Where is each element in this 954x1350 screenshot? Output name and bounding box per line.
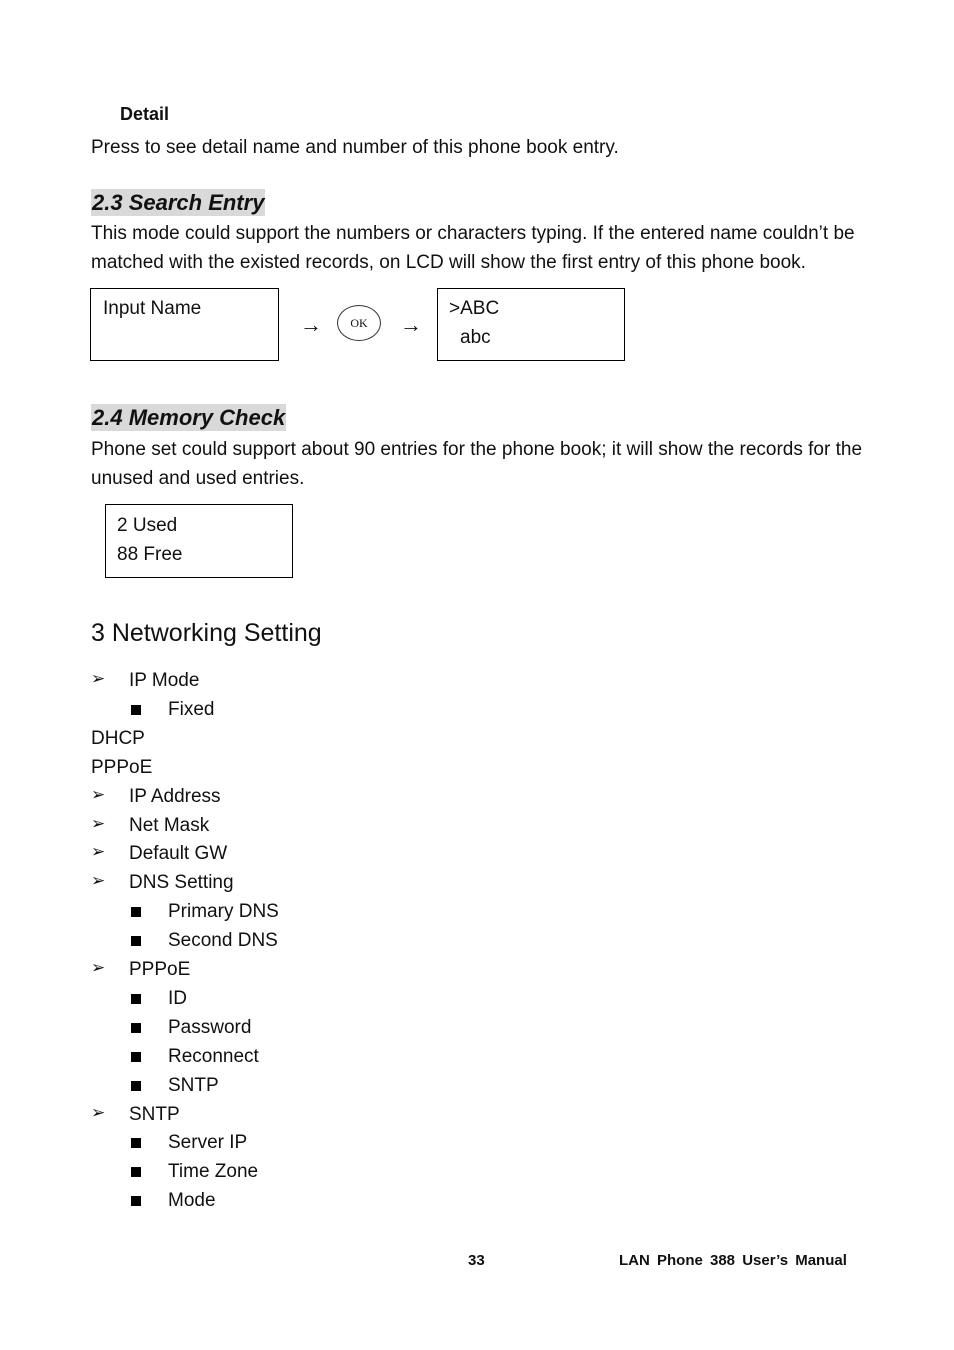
memory-check-heading: 2.4 Memory Check: [92, 405, 286, 430]
list-item-text: IP Address: [129, 786, 221, 807]
list-item-text: SNTP: [129, 1104, 180, 1125]
list-item-text: Server IP: [168, 1132, 248, 1153]
arrow-bullet-icon: ➢: [91, 871, 106, 890]
list-item-text: DHCP: [91, 728, 145, 749]
square-bullet-icon: [131, 994, 141, 1004]
arrow-bullet-icon: ➢: [91, 669, 106, 688]
list-item-text: SNTP: [168, 1075, 219, 1096]
search-entry-heading: 2.3 Search Entry: [92, 190, 265, 215]
square-bullet-icon: [131, 936, 141, 946]
lcd-input-name-text: Input Name: [103, 298, 202, 319]
list-item-text: Mode: [168, 1190, 216, 1211]
square-bullet-icon: [131, 1052, 141, 1062]
list-item-text: Primary DNS: [168, 901, 279, 922]
lcd-free-count: 88 Free: [117, 544, 183, 565]
lcd-result-line-2: abc: [460, 327, 491, 348]
right-arrow-icon: →: [400, 312, 422, 337]
memory-check-paragraph-line-1: Phone set could support about 90 entries for the phone book; it will show the records for the: [91, 439, 863, 460]
lcd-search-result: [437, 288, 625, 361]
networking-setting-heading: 3 Networking Setting: [91, 619, 322, 647]
memory-check-paragraph-line-2: unused and used entries.: [91, 468, 305, 489]
square-bullet-icon: [131, 1138, 141, 1148]
list-item-text: PPPoE: [129, 959, 191, 980]
arrow-bullet-icon: ➢: [91, 814, 106, 833]
arrow-bullet-icon: ➢: [91, 842, 106, 861]
arrow-bullet-icon: ➢: [91, 785, 106, 804]
lcd-input-name: [90, 288, 279, 361]
list-item-text: IP Mode: [129, 670, 200, 691]
page-number: 33: [468, 1252, 485, 1269]
list-item-text: Second DNS: [168, 930, 278, 951]
detail-title: Detail: [120, 104, 170, 124]
search-entry-paragraph-line-2: matched with the existed records, on LCD will show the first entry of this phone book.: [91, 252, 806, 273]
search-entry-paragraph-line-1: This mode could support the numbers or characters typing. If the entered name couldn’t be: [91, 223, 855, 244]
list-item-text: Password: [168, 1017, 252, 1038]
list-item-text: DNS Setting: [129, 872, 234, 893]
square-bullet-icon: [131, 1081, 141, 1091]
square-bullet-icon: [131, 1167, 141, 1177]
list-item-text: Net Mask: [129, 815, 210, 836]
manual-title: LAN Phone 388 User’s Manual: [619, 1252, 847, 1269]
right-arrow-icon: →: [300, 312, 322, 337]
square-bullet-icon: [131, 705, 141, 715]
ok-key-label: OK: [350, 315, 368, 330]
lcd-memory-status: [105, 504, 293, 578]
list-item-text: PPPoE: [91, 757, 153, 778]
list-item-text: Reconnect: [168, 1046, 259, 1067]
list-item-text: Fixed: [168, 699, 215, 720]
lcd-result-line-1: >ABC: [449, 298, 500, 319]
list-item-text: Default GW: [129, 843, 228, 864]
square-bullet-icon: [131, 907, 141, 917]
detail-description: Press to see detail name and number of this phone book entry.: [91, 137, 619, 158]
ok-key-icon: [337, 305, 381, 341]
square-bullet-icon: [131, 1023, 141, 1033]
arrow-bullet-icon: ➢: [91, 1103, 106, 1122]
lcd-used-count: 2 Used: [117, 515, 178, 536]
square-bullet-icon: [131, 1196, 141, 1206]
list-item-text: ID: [168, 988, 187, 1009]
arrow-bullet-icon: ➢: [91, 958, 106, 977]
list-item-text: Time Zone: [168, 1161, 259, 1182]
